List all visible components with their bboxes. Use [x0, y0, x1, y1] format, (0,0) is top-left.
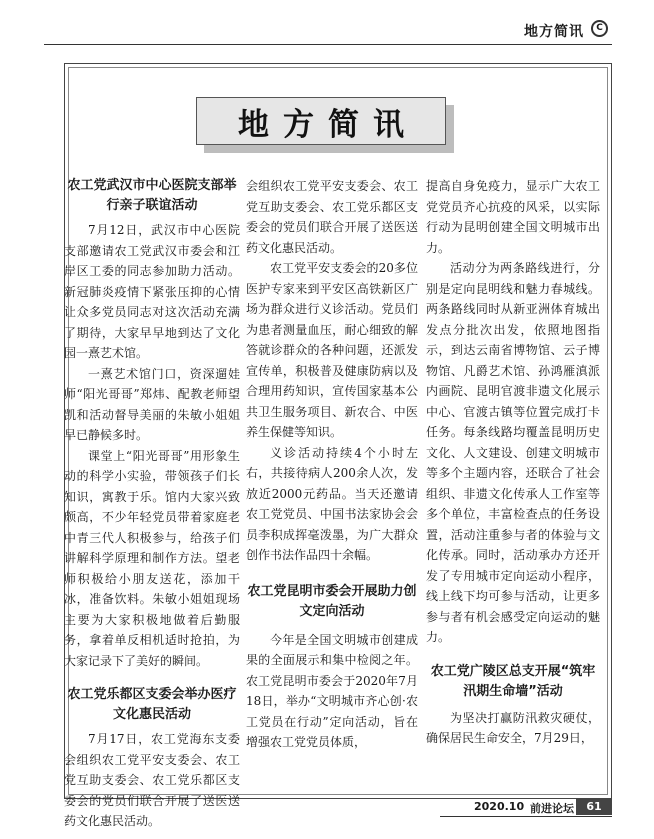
running-header — [44, 18, 612, 44]
article-paragraph: 一熹艺术馆门口，资深遛娃师“阳光哥哥”郑炜、配教老师望凯和活动督导美丽的朱敏小姐姐早已静候多时。 — [64, 366, 240, 442]
article-title: 农工党乐都区支委会举办医疗文化惠民活动 — [67, 687, 237, 722]
article-paragraph: 今年是全国文明城市创建成果的全面展示和集中检阅之年。农工党昆明市委会于2020年7月18日，举办“文明城市齐心创·农工党员在行动”定向活动，旨在增强农工党党员体质， — [246, 632, 418, 749]
article-paragraph: 活动分为两条路线进行，分别是定向昆明线和魅力春城线。两条路线同时从新亚洲体育城出发点分批次出发，依照地图指示，到达云南省博物馆、云子博物馆、凡爵艺术馆、孙鸿雁滇派内画院、昆明官渡非遗文化展示中心、官渡古镇等位置完成打卡任务。每条线路均覆盖昆明历史文化、人文建设、创建文明城市等多个主题内容，还联合了社会组织、非遗文化传承人工作室等多个单位，丰富检查点的任务设置，活动注重参与者的体验与文化传承。同时，活动承办方还开发了专用城市定向运动小程序，线上线下均可参与活动，让更多参与者有机会感受定向运动的魅力。 — [426, 261, 600, 644]
magazine-name: 前进论坛 — [530, 802, 574, 815]
section-title: 地方简讯 — [524, 24, 584, 40]
page-number: 61 — [576, 799, 612, 815]
article-paragraph: 7月17日，农工党海东支委会组织农工党平安支委会、农工党互助支委会、农工党乐都区支委会的党员们联合开展了送医送药文化惠民活动。 — [64, 732, 240, 828]
article-paragraph: 农工党平安支委会的20多位医护专家来到平安区高铁新区广场为群众进行义诊活动。党员们为患者测量血压，耐心细致的解答就诊群众的各种问题，还派发宣传单，积极普及健康防病以及合理用药知识，宣传国家基本公共卫生服务项目、新农合、中医养生保健等知识。 — [246, 261, 418, 439]
article-paragraph: 为坚决打赢防汛救灾硬仗，确保居民生命安全，7月29日， — [426, 710, 600, 745]
article-paragraph-continued: 提高自身免疫力，显示广大农工党党员齐心抗疫的风采，以实际行动为昆明创建全国文明城市出力。 — [426, 179, 600, 255]
article-paragraph: 7月12日，武汉市中心医院支部邀请农工党武汉市委会和江岸区工委的同志参加助力活动。新冠肺炎疫情下紧张压抑的心情让众多党员同志对这次活动充满了期待，大家早早地到达了文化园一熹艺术馆。 — [64, 223, 240, 360]
column-2 — [246, 176, 418, 753]
footer-rule — [440, 816, 612, 817]
page-footer — [440, 799, 612, 817]
banner-box — [196, 97, 446, 145]
header-rule — [44, 44, 612, 45]
article-title: 农工党昆明市委会开展助力创文定向活动 — [247, 583, 417, 619]
article-title: 农工党武汉市中心医院支部举行亲子联谊活动 — [67, 178, 237, 213]
article-paragraph: 义诊活动持续4个小时左右，共接待病人200余人次，发放近2000元药品。当天还邀请农工党党员、中国书法家协会会员李积成挥毫泼墨，为广大群众创作书法作品四十余幅。 — [246, 445, 418, 562]
article-paragraph: 课堂上“阳光哥哥”用形象生动的科学小实验，带领孩子们长知识，寓教于乐。馆内大家兴致颇高，不少年轻党员带着家庭老中青三代人积极参与，给孩子们讲解科学原理和制作方法。望老师积极给小朋友送花，添加干冰，准备饮料。朱敏小姐姐现场主要为大家积极地做着后勤服务，拿着单反相机适时抢拍，为大家记录下了美好的瞬间。 — [64, 448, 240, 668]
banner-title: 地方简讯 — [238, 106, 418, 143]
article-title: 农工党广陵区总支开展“筑牢汛期生命墙”活动 — [430, 663, 596, 699]
section-banner — [196, 97, 446, 145]
article-paragraph-continued: 会组织农工党平安支委会、农工党互助支委会、农工党乐都区支委会的党员们联合开展了送医送药文化惠民活动。 — [246, 179, 418, 255]
issue-number: 2020.10 — [474, 800, 525, 813]
magazine-logo-icon: C — [591, 20, 608, 37]
column-1 — [64, 176, 240, 828]
column-3 — [426, 176, 600, 749]
